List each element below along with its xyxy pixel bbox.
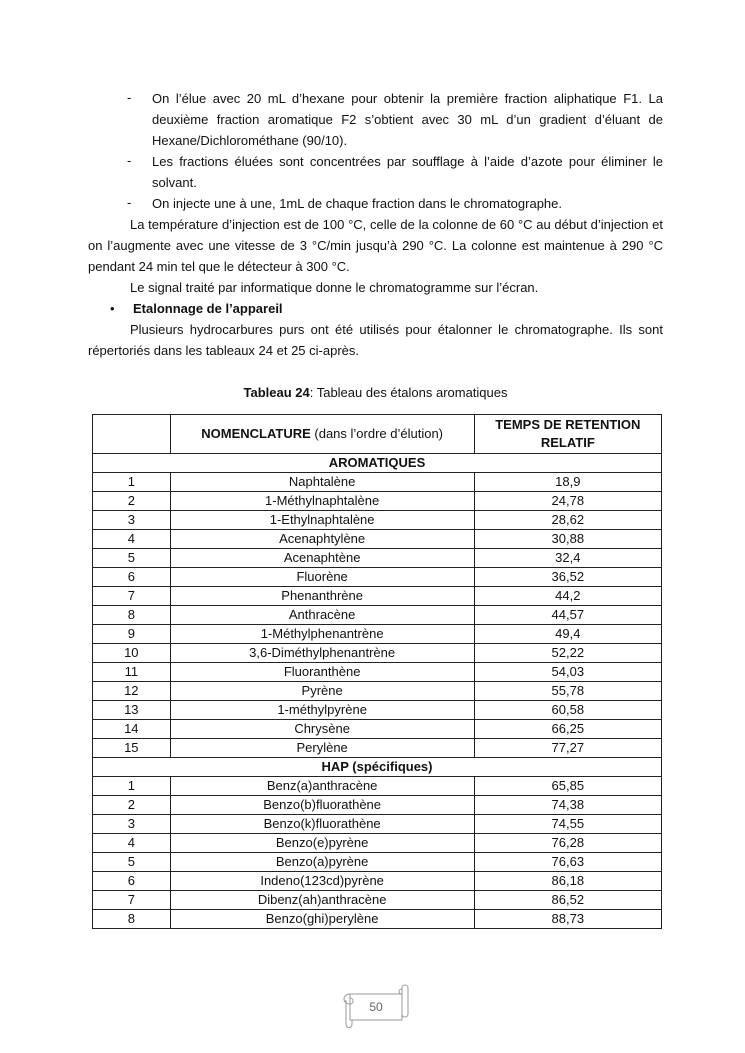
cell-compound: 1-Méthylnaphtalène bbox=[170, 492, 474, 511]
cell-compound: Benzo(ghi)perylène bbox=[170, 910, 474, 929]
table-row bbox=[93, 834, 662, 853]
cell-compound: Benzo(b)fluorathène bbox=[170, 796, 474, 815]
cell-retention-time: 86,18 bbox=[474, 872, 661, 891]
cell-retention-time: 86,52 bbox=[474, 891, 661, 910]
table-row bbox=[93, 587, 662, 606]
paragraph-calibration: Plusieurs hydrocarbures purs ont été utilisés pour étalonner le chromatographe. Ils sont répertoriés dans les tableaux 24 et 25 ci-après. bbox=[88, 322, 663, 358]
cell-compound: 3,6-Diméthylphenantrène bbox=[170, 644, 474, 663]
cell-compound: Fluoranthène bbox=[170, 663, 474, 682]
table-row bbox=[93, 568, 662, 587]
caption-label: Tableau 24 bbox=[243, 385, 310, 400]
cell-index: 6 bbox=[93, 568, 171, 587]
cell-compound: Perylène bbox=[170, 739, 474, 758]
table-row bbox=[93, 473, 662, 492]
cell-index: 9 bbox=[93, 625, 171, 644]
cell-compound: 1-Méthylphenantrène bbox=[170, 625, 474, 644]
cell-index: 10 bbox=[93, 644, 171, 663]
table-header-row bbox=[93, 415, 662, 454]
table-caption bbox=[88, 385, 663, 400]
cell-index: 4 bbox=[93, 834, 171, 853]
table-row bbox=[93, 910, 662, 929]
cell-index: 3 bbox=[93, 815, 171, 834]
cell-index: 5 bbox=[93, 549, 171, 568]
cell-compound: 1-méthylpyrène bbox=[170, 701, 474, 720]
table-row bbox=[93, 682, 662, 701]
cell-retention-time: 36,52 bbox=[474, 568, 661, 587]
cell-retention-time: 76,63 bbox=[474, 853, 661, 872]
cell-compound: Naphtalène bbox=[170, 473, 474, 492]
cell-retention-time: 24,78 bbox=[474, 492, 661, 511]
table-row bbox=[93, 625, 662, 644]
page-number-badge bbox=[340, 984, 412, 1030]
dash-item-concentration: Les fractions éluées sont concentrées par soufflage à l’aide d’azote pour éliminer le solvant. bbox=[152, 154, 663, 190]
cell-retention-time: 88,73 bbox=[474, 910, 661, 929]
standards-table bbox=[92, 414, 662, 929]
cell-retention-time: 52,22 bbox=[474, 644, 661, 663]
caption-text: : Tableau des étalons aromatiques bbox=[309, 385, 508, 400]
cell-compound: Acenaphtylène bbox=[170, 530, 474, 549]
cell-retention-time: 65,85 bbox=[474, 777, 661, 796]
cell-index: 11 bbox=[93, 663, 171, 682]
dash-item-injection: On injecte une à une, 1mL de chaque fraction dans le chromatographe. bbox=[152, 196, 563, 211]
cell-compound: Fluorène bbox=[170, 568, 474, 587]
cell-index: 8 bbox=[93, 606, 171, 625]
table-row bbox=[93, 796, 662, 815]
cell-compound: Dibenz(ah)anthracène bbox=[170, 891, 474, 910]
cell-retention-time: 44,57 bbox=[474, 606, 661, 625]
cell-index: 13 bbox=[93, 701, 171, 720]
cell-compound: Chrysène bbox=[170, 720, 474, 739]
cell-compound: Benzo(a)pyrène bbox=[170, 853, 474, 872]
cell-compound: Benzo(k)fluorathène bbox=[170, 815, 474, 834]
cell-index: 12 bbox=[93, 682, 171, 701]
cell-retention-time: 30,88 bbox=[474, 530, 661, 549]
cell-retention-time: 44,2 bbox=[474, 587, 661, 606]
cell-index: 2 bbox=[93, 492, 171, 511]
cell-index: 4 bbox=[93, 530, 171, 549]
header-nomenclature bbox=[170, 415, 474, 454]
cell-index: 3 bbox=[93, 511, 171, 530]
dash-marker: - bbox=[127, 195, 132, 210]
cell-compound: Benz(a)anthracène bbox=[170, 777, 474, 796]
table-row bbox=[93, 663, 662, 682]
table-row bbox=[93, 777, 662, 796]
cell-retention-time: 28,62 bbox=[474, 511, 661, 530]
section-row bbox=[93, 454, 662, 473]
cell-compound: Benzo(e)pyrène bbox=[170, 834, 474, 853]
header-index bbox=[93, 415, 171, 454]
page-number: 50 bbox=[369, 1000, 383, 1014]
cell-index: 8 bbox=[93, 910, 171, 929]
cell-retention-time: 32,4 bbox=[474, 549, 661, 568]
paragraph-temperature: La température d’injection est de 100 °C, celle de la colonne de 60 °C au début d’injection et on l’augmente avec une vitesse de 3 °C/min jusqu’à 290 °C. La colonne est maintenue à 290 °C pendant 24 min tel que le détecteur à 300 °C. bbox=[88, 217, 663, 274]
cell-compound: Indeno(123cd)pyrène bbox=[170, 872, 474, 891]
heading-text: Etalonnage de l’appareil bbox=[133, 301, 283, 316]
cell-index: 5 bbox=[93, 853, 171, 872]
cell-index: 7 bbox=[93, 891, 171, 910]
table-row bbox=[93, 815, 662, 834]
table-row bbox=[93, 701, 662, 720]
cell-index: 1 bbox=[93, 473, 171, 492]
table-row bbox=[93, 872, 662, 891]
table-row bbox=[93, 492, 662, 511]
cell-retention-time: 74,55 bbox=[474, 815, 661, 834]
section-row bbox=[93, 758, 662, 777]
table-row bbox=[93, 530, 662, 549]
table-row bbox=[93, 549, 662, 568]
table-row bbox=[93, 739, 662, 758]
cell-retention-time: 66,25 bbox=[474, 720, 661, 739]
paragraph-signal: Le signal traité par informatique donne le chromatogramme sur l’écran. bbox=[130, 280, 539, 295]
table-row bbox=[93, 720, 662, 739]
table-row bbox=[93, 891, 662, 910]
header-nomenclature-bold: NOMENCLATURE bbox=[201, 426, 311, 441]
cell-retention-time: 76,28 bbox=[474, 834, 661, 853]
bullet-icon: • bbox=[110, 301, 115, 316]
header-nomenclature-note: (dans l’ordre d’élution) bbox=[310, 426, 444, 441]
cell-retention-time: 49,4 bbox=[474, 625, 661, 644]
table-row bbox=[93, 644, 662, 663]
cell-index: 7 bbox=[93, 587, 171, 606]
header-retention-time: TEMPS DE RETENTION RELATIF bbox=[474, 415, 661, 454]
dash-item-elution: On l’élue avec 20 mL d’hexane pour obtenir la première fraction aliphatique F1. La deuxième fraction aromatique F2 s’obtient avec 30 mL d’un gradient d’éluant de Hexane/Dichlorométhane (90/10). bbox=[152, 91, 663, 148]
dash-marker: - bbox=[127, 153, 132, 168]
cell-compound: Anthracène bbox=[170, 606, 474, 625]
cell-compound: Phenanthrène bbox=[170, 587, 474, 606]
dash-marker: - bbox=[127, 90, 132, 105]
cell-retention-time: 18,9 bbox=[474, 473, 661, 492]
table-row bbox=[93, 511, 662, 530]
cell-compound: 1-Ethylnaphtalène bbox=[170, 511, 474, 530]
cell-compound: Pyrène bbox=[170, 682, 474, 701]
cell-retention-time: 54,03 bbox=[474, 663, 661, 682]
cell-index: 2 bbox=[93, 796, 171, 815]
section-title: AROMATIQUES bbox=[93, 454, 662, 473]
cell-index: 15 bbox=[93, 739, 171, 758]
cell-retention-time: 55,78 bbox=[474, 682, 661, 701]
cell-index: 14 bbox=[93, 720, 171, 739]
table-row bbox=[93, 853, 662, 872]
cell-retention-time: 77,27 bbox=[474, 739, 661, 758]
cell-retention-time: 60,58 bbox=[474, 701, 661, 720]
cell-index: 6 bbox=[93, 872, 171, 891]
table-row bbox=[93, 606, 662, 625]
cell-index: 1 bbox=[93, 777, 171, 796]
cell-compound: Acenaphtène bbox=[170, 549, 474, 568]
section-title: HAP (spécifiques) bbox=[93, 758, 662, 777]
cell-retention-time: 74,38 bbox=[474, 796, 661, 815]
